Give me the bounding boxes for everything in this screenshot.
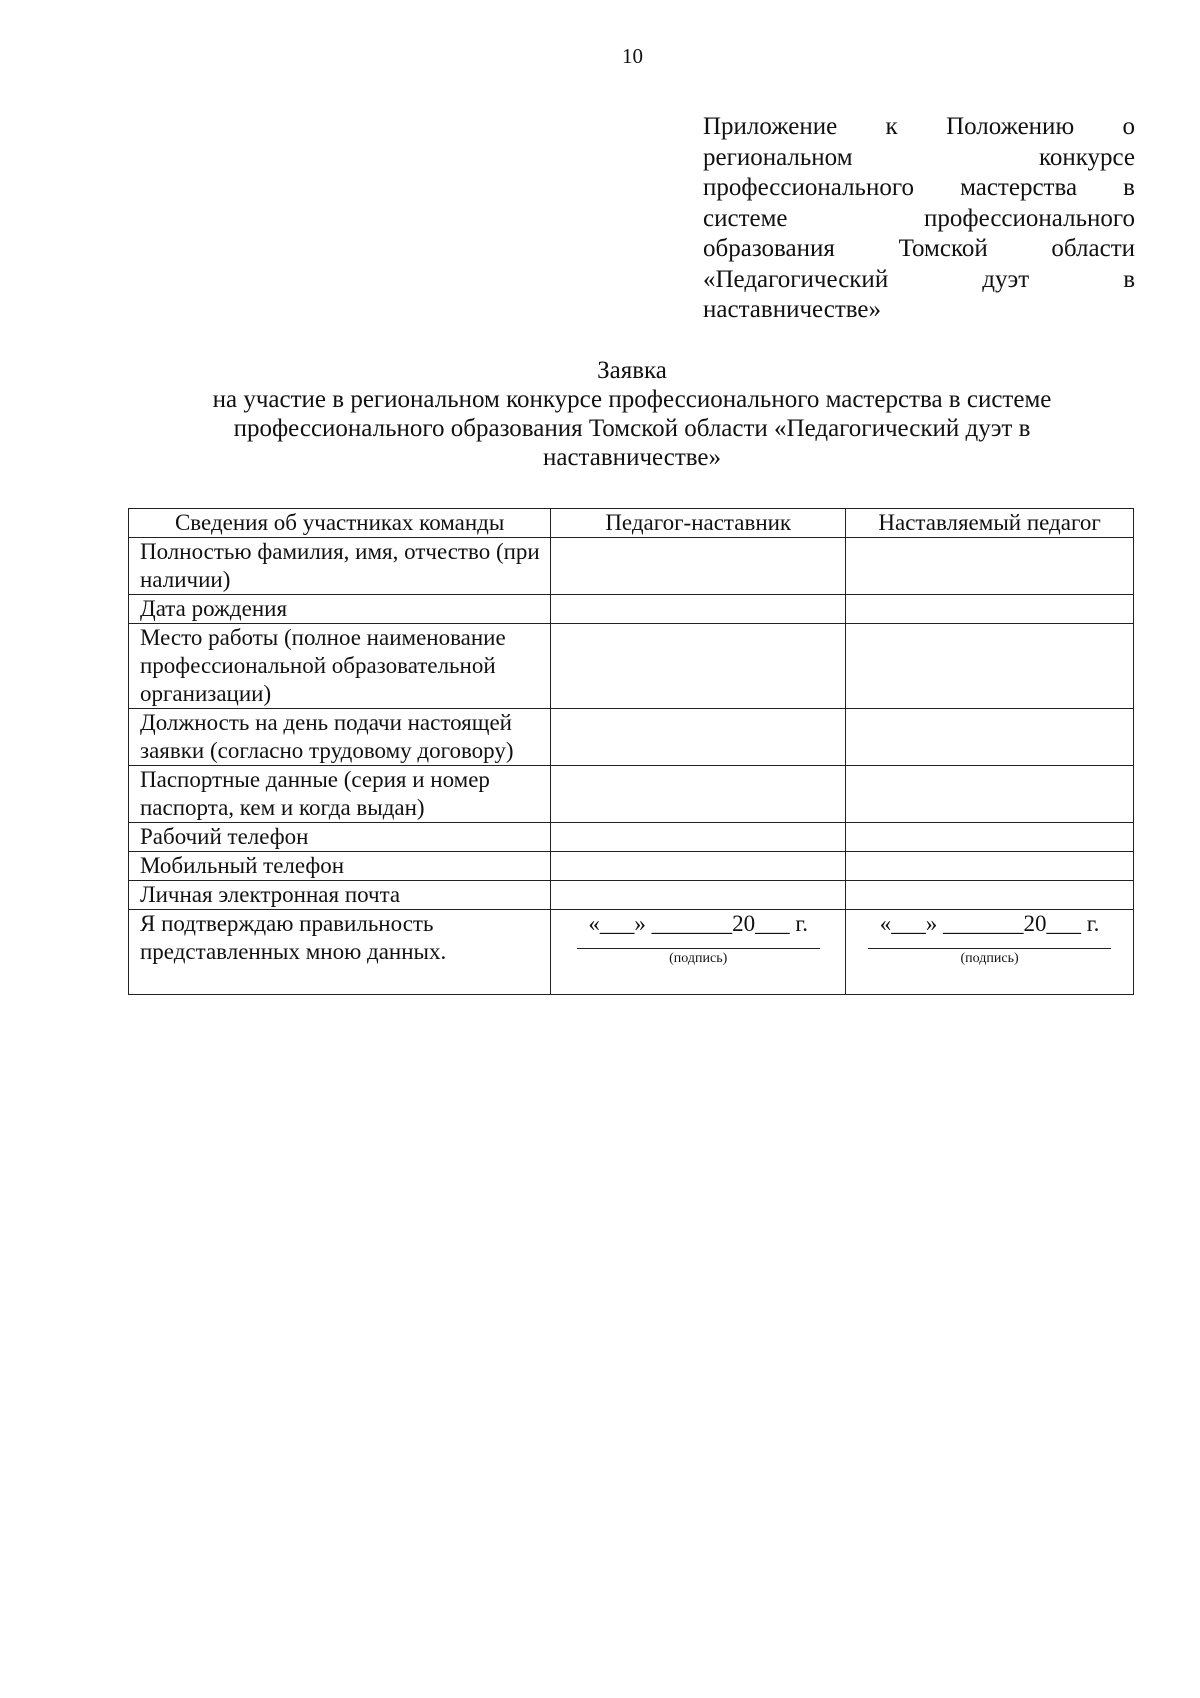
appendix-line: наставничестве»: [703, 296, 882, 323]
row-label-mobile-phone: Мобильный телефон: [129, 852, 551, 881]
mentee-signature-caption: (подпись): [960, 951, 1019, 966]
appendix-line: региональном конкурсе: [703, 143, 1135, 171]
mentee-signature-date: «___» _______20___ г.: [879, 911, 1100, 936]
application-form-table: [128, 508, 1134, 995]
row-label-birth-date: Дата рождения: [129, 595, 551, 624]
table-row: [129, 852, 1134, 881]
mentee-email-cell[interactable]: [846, 881, 1134, 910]
table-row: [129, 881, 1134, 910]
row-label-work-phone: Рабочий телефон: [129, 823, 551, 852]
mentee-work-phone-cell[interactable]: [846, 823, 1134, 852]
title-line: профессионального образования Томской области «Педагогический дуэт в: [233, 415, 1031, 442]
appendix-line: системе профессионального: [703, 204, 1135, 232]
mentee-mobile-phone-cell[interactable]: [846, 852, 1134, 881]
table-row: [129, 766, 1134, 823]
row-label-passport: Паспортные данные (серия и номер паспорта, кем и когда выдан): [129, 766, 551, 823]
mentee-workplace-cell[interactable]: [846, 624, 1134, 709]
mentor-work-phone-cell[interactable]: [551, 823, 846, 852]
header-participants: Сведения об участниках команды: [129, 509, 551, 538]
table-row: [129, 823, 1134, 852]
mentor-signature-date: «___» _______20___ г.: [588, 911, 808, 936]
mentor-email-cell[interactable]: [551, 881, 846, 910]
row-label-workplace: Место работы (полное наименование профессиональной образовательной организации): [129, 624, 551, 709]
mentor-mobile-phone-cell[interactable]: [551, 852, 846, 881]
appendix-line: Приложение к Положению о: [703, 113, 1135, 140]
table-row: [129, 595, 1134, 624]
table-row: [129, 624, 1134, 709]
mentor-position-cell[interactable]: [551, 709, 846, 766]
table-row: [129, 538, 1134, 595]
mentee-position-cell[interactable]: [846, 709, 1134, 766]
title-line: на участие в региональном конкурсе профессионального мастерства в системе: [212, 386, 1052, 413]
appendix-line: «Педагогический дуэт в: [703, 265, 1135, 293]
table-row: [129, 910, 1134, 995]
header-mentor: Педагог-наставник: [551, 509, 846, 538]
row-label-full-name: Полностью фамилия, имя, отчество (при наличии): [129, 538, 551, 595]
mentor-full-name-cell[interactable]: [551, 538, 846, 595]
appendix-line: профессионального мастерства в: [703, 174, 1135, 201]
mentor-signature-caption: (подпись): [669, 951, 728, 966]
table-header-row: [129, 509, 1134, 538]
document-title: [120, 356, 1144, 472]
row-label-confirmation: Я подтверждаю правильность представленных мною данных.: [129, 910, 551, 995]
appendix-line: образования Томской области: [703, 235, 1135, 262]
mentee-passport-cell[interactable]: [846, 766, 1134, 823]
row-label-position: Должность на день подачи настоящей заявки (согласно трудовому договору): [129, 709, 551, 766]
appendix-note: [703, 112, 1135, 326]
page-number: 10: [622, 44, 643, 68]
mentee-signature-cell[interactable]: [846, 910, 1134, 995]
header-mentee: Наставляемый педагог: [846, 509, 1134, 538]
mentee-full-name-cell[interactable]: [846, 538, 1134, 595]
mentor-workplace-cell[interactable]: [551, 624, 846, 709]
title-line: наставничестве»: [542, 444, 722, 471]
title-heading: Заявка: [597, 357, 667, 384]
mentor-birth-date-cell[interactable]: [551, 595, 846, 624]
table-row: [129, 709, 1134, 766]
row-label-email: Личная электронная почта: [129, 881, 551, 910]
mentee-signature-line: [868, 948, 1111, 949]
mentor-signature-cell[interactable]: [551, 910, 846, 995]
mentor-passport-cell[interactable]: [551, 766, 846, 823]
mentor-signature-line: [577, 948, 820, 949]
mentee-birth-date-cell[interactable]: [846, 595, 1134, 624]
